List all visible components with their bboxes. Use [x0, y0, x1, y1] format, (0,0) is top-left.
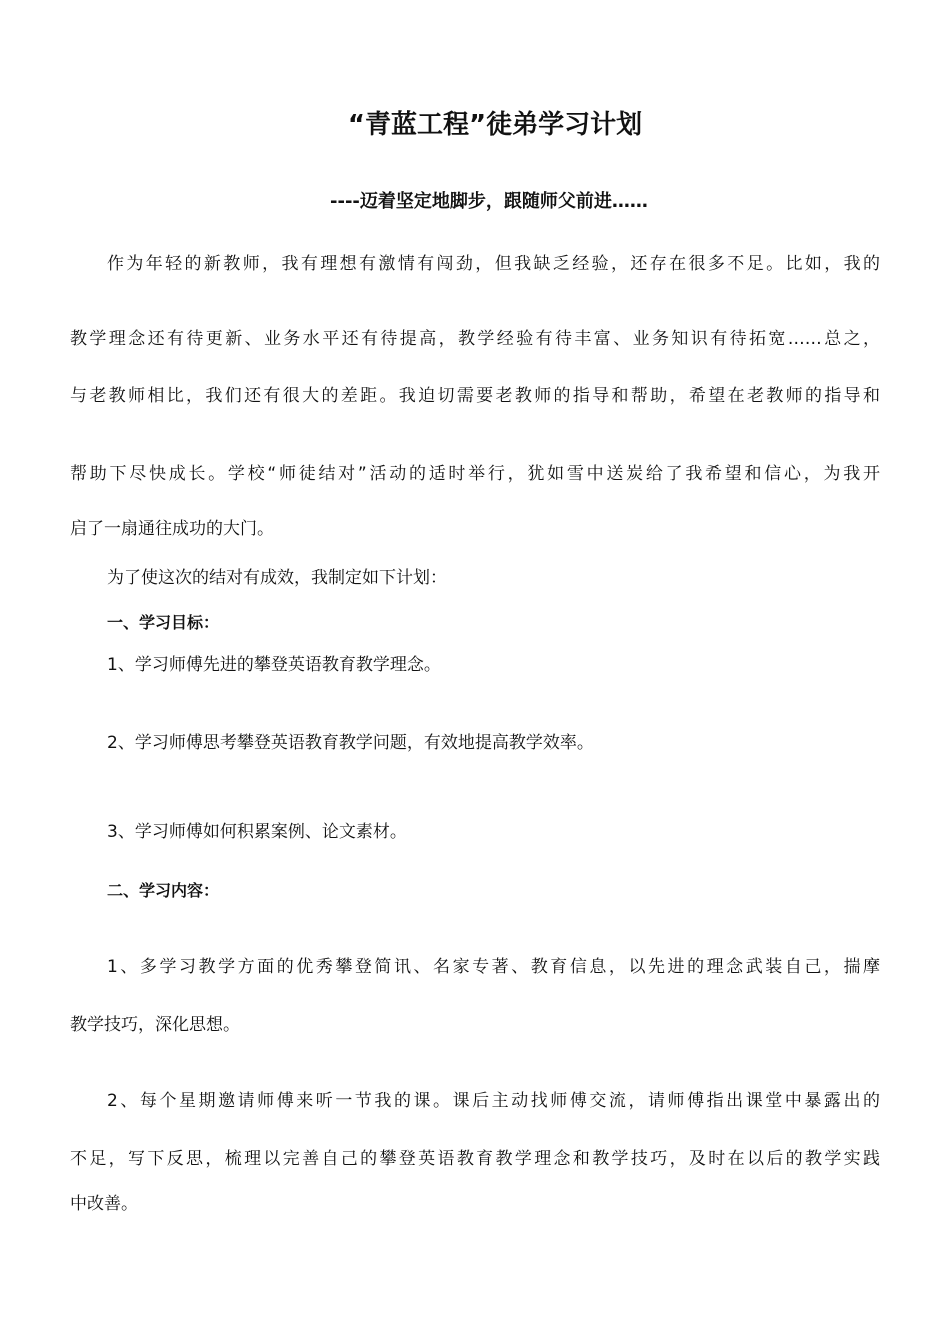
section1-item: 3、学习师傅如何积累案例、论文素材。: [107, 822, 407, 842]
section2-item1-line: 教学技巧，深化思想。: [70, 1015, 240, 1035]
section2-item2-line: 2、每个星期邀请师傅来听一节我的课。课后主动找师傅交流，请师傅指出课堂中暴露出的: [107, 1091, 880, 1111]
section2-item2-line: 不足，写下反思，梳理以完善自己的攀登英语教育教学理念和教学技巧，及时在以后的教学实践: [70, 1149, 880, 1169]
section1-heading: 一、学习目标：: [107, 613, 220, 632]
section2-item2-line: 中改善。: [70, 1194, 138, 1214]
section2-heading: 二、学习内容：: [107, 881, 220, 900]
document-title: “青蓝工程”徒弟学习计划: [347, 110, 643, 140]
section2-item1-line: 1、多学习教学方面的优秀攀登简讯、名家专著、教育信息，以先进的理念武装自己，揣摩: [107, 957, 880, 977]
section1-item: 2、学习师傅思考攀登英语教育教学问题，有效地提高教学效率。: [107, 733, 594, 753]
plan-intro: 为了使这次的结对有成效，我制定如下计划：: [107, 568, 447, 588]
intro-line: 与老教师相比，我们还有很大的差距。我迫切需要老教师的指导和帮助，希望在老教师的指导和: [70, 386, 880, 406]
section1-item: 1、学习师傅先进的攀登英语教育教学理念。: [107, 655, 441, 675]
intro-line: 作为年轻的新教师，我有理想有激情有闯劲，但我缺乏经验，还存在很多不足。比如，我的: [107, 254, 880, 274]
intro-line: 启了一扇通往成功的大门。: [70, 519, 274, 539]
intro-line: 帮助下尽快成长。学校“师徒结对”活动的适时举行，犹如雪中送炭给了我希望和信心，为我开: [70, 464, 880, 484]
document-subtitle: ----迈着坚定地脚步，跟随师父前进……: [330, 191, 648, 212]
intro-line: 教学理念还有待更新、业务水平还有待提高，教学经验有待丰富、业务知识有待拓宽……总之，: [70, 329, 880, 349]
